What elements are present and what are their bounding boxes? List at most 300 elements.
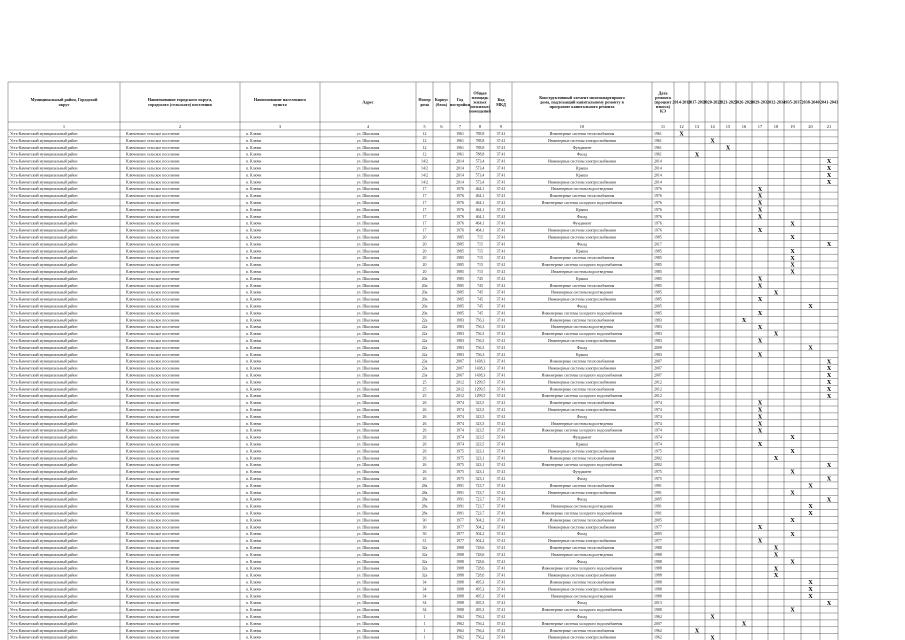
work-type-cell: Инженерные системы электроснабжения	[548, 635, 616, 640]
scheduled-period-mark: X	[757, 276, 763, 283]
work-type-cell: Фундамент	[572, 470, 592, 475]
work-type-cell: Инженерные системы электроснабжения	[548, 490, 616, 495]
mkd-code-cell: 37:41	[496, 352, 506, 357]
work-type-cell: Инженерные системы теплоснабжения	[549, 387, 615, 392]
scheduled-period-mark: X	[710, 614, 715, 621]
scheduled-period-mark: X	[757, 186, 763, 193]
mkd-code-cell: 37:41	[496, 539, 506, 544]
locality-cell: п. Ключи	[246, 173, 262, 178]
district-cell: Усть-Камчатский муниципальный район	[10, 297, 78, 302]
mkd-code-cell: 37:41	[496, 435, 506, 440]
area-cell: 1299,5	[474, 380, 486, 385]
house-number-cell: 20	[422, 270, 427, 274]
settlement-cell: Ключевское сельское поселение	[126, 621, 180, 626]
last-repair-cell: 2009	[654, 345, 662, 350]
year-built-cell: 1985	[456, 276, 464, 281]
house-number-cell: 23a	[421, 373, 428, 378]
last-repair-cell: 1974	[654, 435, 662, 440]
street-cell: ул. Школьная	[356, 283, 380, 288]
work-type-cell: Инженерные системы холодного водоснабжения	[541, 608, 623, 613]
scheduled-period-mark: X	[757, 428, 763, 435]
settlement-cell: Ключевское сельское поселение	[126, 580, 180, 585]
street-cell: ул. Школьная	[356, 256, 380, 261]
locality-cell: п. Ключи	[246, 194, 262, 199]
street-cell: ул. Школьная	[356, 249, 380, 254]
area-cell: 745	[477, 283, 483, 288]
work-type-cell: Инженерные системы теплоснабжения	[549, 518, 615, 523]
district-cell: Усть-Камчатский муниципальный район	[10, 552, 78, 557]
locality-cell: п. Ключи	[246, 518, 262, 523]
district-cell: Усть-Камчатский муниципальный район	[10, 456, 78, 461]
year-built-cell: 1961	[456, 152, 464, 157]
year-built-cell: 1974	[456, 435, 464, 440]
scheduled-period-mark: X	[808, 304, 813, 311]
mkd-code-cell: 37:41	[496, 249, 506, 254]
area-cell: 715	[477, 235, 483, 240]
district-cell: Усть-Камчатский муниципальный район	[10, 615, 78, 619]
area-cell: 756,2	[475, 628, 485, 633]
scheduled-period-mark: X	[757, 538, 763, 545]
settlement-cell: Ключевское сельское поселение	[126, 221, 180, 226]
mkd-code-cell: 37:41	[496, 276, 506, 281]
last-repair-cell: 1974	[654, 421, 662, 426]
district-cell: Усть-Камчатский муниципальный район	[10, 325, 78, 330]
work-type-cell: Инженерные системы электроснабжения	[548, 380, 616, 385]
settlement-cell: Ключевское сельское поселение	[126, 615, 180, 619]
street-cell: ул. Школьная	[356, 194, 380, 199]
work-type-cell: Инженерные системы холодного водоснабжения	[541, 311, 623, 316]
settlement-cell: Ключевское сельское поселение	[126, 408, 180, 412]
scheduled-period-mark: X	[790, 531, 795, 538]
last-repair-cell: 1976	[654, 221, 662, 226]
work-type-cell: Инженерные системы теплоснабжения	[549, 256, 615, 261]
district-cell: Усть-Камчатский муниципальный район	[10, 380, 78, 385]
district-cell: Усть-Камчатский муниципальный район	[10, 539, 78, 544]
house-number-cell: 26	[422, 477, 427, 481]
header-cell: 2026-2028	[734, 99, 754, 105]
area-cell: 728,6	[475, 546, 485, 550]
scheduled-period-mark: X	[757, 297, 763, 304]
header-cell: Адрес	[362, 99, 374, 105]
locality-cell: п. Ключи	[246, 394, 262, 399]
year-built-cell: 1974	[456, 421, 464, 426]
header-cell: Муниципальный район, Городской	[30, 97, 98, 103]
work-type-cell: Фасад	[576, 615, 588, 619]
street-cell: ул. Школьная	[356, 621, 380, 626]
year-built-cell: 1962	[456, 628, 464, 633]
scheduled-period-mark: X	[741, 621, 747, 628]
scheduled-period-mark: X	[826, 600, 832, 607]
district-cell: Усть-Камчатский муниципальный район	[10, 145, 78, 150]
header-cell: КЭ	[660, 108, 666, 114]
scheduled-period-mark: X	[826, 173, 832, 179]
column-number: 8	[478, 123, 482, 129]
area-cell: 464,1	[475, 187, 485, 192]
mkd-code-cell: 37:41	[496, 497, 506, 502]
house-number-cell: 20	[422, 235, 427, 240]
header-cell: программе капитального ремонта	[549, 104, 615, 110]
area-cell: 728,6	[475, 552, 485, 557]
house-number-cell: 32a	[421, 546, 428, 550]
last-repair-cell: 1962	[654, 615, 662, 619]
scheduled-period-mark: X	[808, 483, 813, 490]
district-cell: Усть-Камчатский муниципальный район	[10, 566, 78, 571]
mkd-code-cell: 37:41	[496, 214, 506, 219]
street-cell: ул. Школьная	[356, 628, 380, 633]
district-cell: Усть-Камчатский муниципальный район	[10, 276, 78, 281]
column-number: 14	[710, 123, 715, 129]
house-number-cell: 22a	[421, 352, 428, 357]
locality-cell: п. Ключи	[246, 477, 262, 481]
last-repair-cell: 1991	[654, 504, 662, 509]
street-cell: ул. Школьная	[356, 187, 380, 192]
work-type-cell: Инженерные системы холодного водоснабжения	[541, 621, 623, 626]
mkd-code-cell: 37:41	[496, 173, 506, 178]
district-cell: Усть-Камчатский муниципальный район	[10, 152, 78, 157]
house-number-cell: 34	[422, 608, 427, 613]
house-number-cell: 17	[422, 221, 427, 226]
last-repair-cell: 1983	[654, 352, 662, 357]
work-type-cell: Инженерные системы холодного водоснабжения	[541, 332, 623, 337]
locality-cell: п. Ключи	[246, 332, 262, 337]
area-cell: 728,6	[475, 566, 485, 571]
street-cell: ул. Школьная	[356, 132, 380, 136]
area-cell: 464,1	[475, 221, 485, 226]
last-repair-cell: 1985	[654, 256, 662, 261]
work-type-cell: Инженерные системы холодного водоснабжения	[541, 463, 623, 468]
street-cell: ул. Школьная	[356, 394, 380, 399]
area-cell: 756,2	[475, 621, 485, 626]
locality-cell: п. Ключи	[246, 552, 262, 557]
year-built-cell: 1974	[456, 408, 464, 412]
area-cell: 715	[477, 256, 483, 261]
street-cell: ул. Школьная	[356, 304, 380, 309]
work-type-cell: Инженерные системы электроснабжения	[548, 525, 616, 530]
settlement-cell: Ключевское сельское поселение	[126, 628, 180, 633]
last-repair-cell: 1985	[654, 235, 662, 240]
street-cell: ул. Школьная	[356, 201, 380, 205]
scheduled-period-mark: X	[773, 552, 779, 559]
last-repair-cell: 1976	[654, 228, 662, 233]
last-repair-cell: 1974	[654, 408, 662, 412]
locality-cell: п. Ключи	[246, 228, 262, 233]
header-cell: 2038-2040	[801, 99, 820, 105]
street-cell: ул. Школьная	[356, 449, 380, 454]
year-built-cell: 2014	[456, 159, 464, 164]
work-type-cell: Инженерные системы водоотведения	[551, 270, 613, 274]
locality-cell: п. Ключи	[246, 546, 262, 550]
work-type-cell: Фасад	[576, 345, 588, 350]
house-number-cell: 34	[422, 594, 427, 599]
last-repair-cell: 2007	[654, 373, 662, 378]
house-number-cell: 17	[422, 194, 427, 199]
house-number-cell: 32a	[421, 559, 428, 564]
settlement-cell: Ключевское сельское поселение	[126, 380, 180, 385]
year-built-cell: 1975	[456, 456, 464, 461]
scheduled-period-mark: X	[773, 290, 779, 297]
work-type-cell: Инженерные системы электроснабжения	[548, 138, 616, 143]
last-repair-cell: 1976	[654, 201, 662, 205]
locality-cell: п. Ключи	[246, 256, 262, 261]
year-built-cell: 1974	[456, 401, 464, 406]
area-cell: 464,1	[475, 194, 485, 199]
scheduled-period-mark: X	[826, 497, 832, 504]
locality-cell: п. Ключи	[246, 511, 262, 516]
year-built-cell: 2007	[456, 373, 464, 378]
house-number-cell: 14/2	[421, 166, 428, 171]
street-cell: ул. Школьная	[356, 539, 380, 544]
settlement-cell: Ключевское сельское поселение	[126, 504, 180, 509]
mkd-code-cell: 37:41	[496, 449, 506, 454]
district-cell: Усть-Камчатский муниципальный район	[10, 345, 78, 350]
year-built-cell: 1974	[456, 428, 464, 433]
last-repair-cell: 2005	[654, 304, 662, 309]
street-cell: ул. Школьная	[356, 525, 380, 530]
house-number-cell: 26	[422, 442, 427, 447]
house-number-cell: 22a	[421, 345, 428, 350]
header-cell: износа)	[656, 104, 670, 110]
mkd-code-cell: 37:41	[496, 235, 506, 240]
mkd-code-cell: 37:41	[496, 635, 506, 640]
work-type-cell: Фасад	[576, 152, 588, 157]
mkd-code-cell: 37:41	[496, 601, 506, 606]
house-number-cell: 1	[423, 635, 426, 640]
scheduled-period-mark: X	[790, 607, 795, 614]
work-type-cell: Инженерные системы электроснабжения	[548, 366, 616, 371]
house-number-cell: 28a	[421, 497, 428, 502]
area-cell: 323,5	[475, 421, 485, 426]
area-cell: 1438,3	[474, 366, 486, 371]
settlement-cell: Ключевское сельское поселение	[126, 573, 180, 578]
header-cell: постройки	[449, 101, 471, 107]
settlement-cell: Ключевское сельское поселение	[126, 428, 180, 433]
district-cell: Усть-Камчатский муниципальный район	[10, 621, 78, 626]
mkd-code-cell: 37:41	[496, 152, 506, 157]
locality-cell: п. Ключи	[246, 345, 262, 350]
district-cell: Усть-Камчатский муниципальный район	[10, 173, 78, 178]
area-cell: 323,1	[475, 449, 485, 454]
work-type-cell: Инженерные системы электроснабжения	[548, 587, 616, 592]
mkd-code-cell: 37:41	[496, 387, 506, 392]
area-cell: 728,6	[475, 573, 485, 578]
last-repair-cell: 1988	[654, 608, 662, 613]
mkd-code-cell: 37:41	[496, 504, 506, 509]
year-built-cell: 1983	[456, 318, 464, 323]
settlement-cell: Ключевское сельское поселение	[126, 511, 180, 516]
mkd-code-cell: 37:41	[496, 608, 506, 613]
scheduled-period-mark: X	[808, 587, 813, 593]
scheduled-period-mark: X	[757, 352, 763, 359]
year-built-cell: 1962	[456, 635, 464, 640]
street-cell: ул. Школьная	[356, 421, 380, 426]
street-cell: ул. Школьная	[356, 380, 380, 385]
street-cell: ул. Школьная	[356, 470, 380, 475]
street-cell: ул. Школьная	[356, 359, 380, 364]
mkd-code-cell: 37:41	[496, 166, 506, 171]
column-number: 21	[826, 123, 832, 129]
settlement-cell: Ключевское сельское поселение	[126, 635, 180, 640]
settlement-cell: Ключевское сельское поселение	[126, 263, 180, 268]
last-repair-cell: 1976	[654, 214, 662, 219]
year-built-cell: 1977	[456, 532, 464, 537]
last-repair-cell: 1985	[654, 297, 662, 302]
district-cell: Усть-Камчатский муниципальный район	[10, 463, 78, 468]
mkd-code-cell: 37:41	[496, 228, 506, 233]
area-cell: 756,2	[475, 615, 485, 619]
street-cell: ул. Школьная	[356, 228, 380, 233]
scheduled-period-mark: X	[757, 400, 763, 407]
last-repair-cell: 2012	[654, 387, 662, 392]
area-cell: 323,5	[475, 442, 485, 447]
locality-cell: п. Ключи	[246, 539, 262, 544]
last-repair-cell: 1961	[654, 132, 662, 136]
column-number: 5	[423, 123, 426, 129]
house-number-cell: 14/2	[421, 159, 428, 164]
settlement-cell: Ключевское сельское поселение	[126, 442, 180, 447]
year-built-cell: 1991	[456, 483, 464, 488]
street-cell: ул. Школьная	[356, 408, 380, 412]
year-built-cell: 1988	[456, 580, 464, 585]
scheduled-period-mark: X	[826, 359, 832, 366]
scheduled-period-mark: X	[808, 593, 813, 600]
house-number-cell: 20a	[421, 283, 428, 288]
street-cell: ул. Школьная	[356, 207, 380, 212]
mkd-code-cell: 37:41	[496, 442, 506, 447]
work-type-cell: Фасад	[576, 532, 588, 537]
year-built-cell: 1976	[456, 201, 464, 205]
scheduled-period-mark: X	[757, 207, 763, 214]
district-cell: Усть-Камчатский муниципальный район	[10, 242, 78, 247]
area-cell: 464,1	[475, 201, 485, 205]
locality-cell: п. Ключи	[246, 435, 262, 440]
mkd-code-cell: 37:41	[496, 511, 506, 516]
last-repair-cell: 1985	[654, 263, 662, 268]
work-type-cell: Крыша	[576, 442, 588, 447]
street-cell: ул. Школьная	[356, 483, 380, 488]
street-cell: ул. Школьная	[356, 414, 380, 419]
settlement-cell: Ключевское сельское поселение	[126, 359, 180, 364]
scheduled-period-mark: X	[790, 255, 795, 262]
scheduled-period-mark: X	[757, 338, 763, 345]
district-cell: Усть-Камчатский муниципальный район	[10, 263, 78, 268]
last-repair-cell: 1985	[654, 270, 662, 274]
locality-cell: п. Ключи	[246, 318, 262, 323]
work-type-cell: Фундамент	[572, 145, 592, 150]
house-number-cell: 20	[422, 263, 427, 268]
scheduled-period-mark: X	[694, 628, 700, 635]
house-number-cell: 32a	[421, 552, 428, 557]
district-cell: Усть-Камчатский муниципальный район	[10, 201, 78, 205]
work-type-cell: Инженерные системы теплоснабжения	[549, 359, 615, 364]
scheduled-period-mark: X	[773, 566, 779, 573]
column-number: 15	[725, 123, 731, 129]
header-cell: Год	[456, 97, 464, 103]
mkd-code-cell: 37:41	[496, 138, 506, 143]
settlement-cell: Ключевское сельское поселение	[126, 394, 180, 399]
settlement-cell: Ключевское сельское поселение	[126, 449, 180, 454]
street-cell: ул. Школьная	[356, 145, 380, 150]
column-number: 1	[62, 123, 66, 129]
settlement-cell: Ключевское сельское поселение	[126, 249, 180, 254]
work-type-cell: Инженерные системы холодного водоснабжения	[541, 428, 623, 433]
house-number-cell: 28a	[421, 504, 428, 509]
area-cell: 323,5	[475, 408, 485, 412]
scheduled-period-mark: X	[826, 386, 832, 393]
last-repair-cell: 1988	[654, 552, 662, 557]
area-cell: 745	[477, 276, 483, 281]
settlement-cell: Ключевское сельское поселение	[126, 559, 180, 564]
street-cell: ул. Школьная	[356, 559, 380, 564]
header-cell: городского (сельского) поселения	[148, 101, 212, 107]
street-cell: ул. Школьная	[356, 242, 380, 247]
mkd-code-cell: 37:41	[496, 221, 506, 226]
mkd-code-cell: 37:41	[496, 373, 506, 378]
house-number-cell: 22a	[421, 332, 428, 337]
settlement-cell: Ключевское сельское поселение	[126, 270, 180, 274]
district-cell: Усть-Камчатский муниципальный район	[10, 608, 78, 613]
work-type-cell: Крыша	[576, 352, 588, 357]
district-cell: Усть-Камчатский муниципальный район	[10, 594, 78, 599]
area-cell: 715	[477, 242, 483, 247]
last-repair-cell: 1976	[654, 194, 662, 199]
street-cell: ул. Школьная	[356, 401, 380, 406]
year-built-cell: 1983	[456, 339, 464, 343]
settlement-cell: Ключевское сельское поселение	[126, 477, 180, 481]
mkd-code-cell: 37:41	[496, 325, 506, 330]
area-cell: 323,5	[475, 428, 485, 433]
district-cell: Усть-Камчатский муниципальный район	[10, 249, 78, 254]
settlement-cell: Ключевское сельское поселение	[126, 587, 180, 592]
last-repair-cell: 1975	[654, 449, 662, 454]
locality-cell: п. Ключи	[246, 635, 262, 640]
house-number-cell: 32a	[421, 566, 428, 571]
last-repair-cell: 2002	[654, 463, 662, 468]
street-cell: ул. Школьная	[356, 263, 380, 268]
locality-cell: п. Ключи	[246, 580, 262, 585]
mkd-code-cell: 37:41	[496, 311, 506, 316]
mkd-code-cell: 37:41	[496, 290, 506, 295]
locality-cell: п. Ключи	[246, 304, 262, 309]
mkd-code-cell: 37:41	[496, 470, 506, 475]
area-cell: 715	[477, 263, 483, 268]
street-cell: ул. Школьная	[356, 214, 380, 219]
last-repair-cell: 1991	[654, 483, 662, 488]
settlement-cell: Ключевское сельское поселение	[126, 594, 180, 599]
column-number: 6	[440, 123, 443, 129]
year-built-cell: 1974	[456, 414, 464, 419]
area-cell: 323,5	[475, 414, 485, 419]
last-repair-cell: 2014	[654, 173, 662, 178]
scheduled-period-mark: X	[757, 524, 763, 531]
work-type-cell: Инженерные системы электроснабжения	[548, 339, 616, 343]
year-built-cell: 1985	[456, 242, 464, 247]
mkd-code-cell: 37:41	[496, 318, 506, 323]
district-cell: Усть-Камчатский муниципальный район	[10, 483, 78, 488]
street-cell: ул. Школьная	[356, 435, 380, 440]
year-built-cell: 1991	[456, 490, 464, 495]
district-cell: Усть-Камчатский муниципальный район	[10, 628, 78, 633]
district-cell: Усть-Камчатский муниципальный район	[10, 207, 78, 212]
header-cell: пункта	[273, 101, 287, 107]
last-repair-cell: 1974	[654, 442, 662, 447]
year-built-cell: 1988	[456, 594, 464, 599]
settlement-cell: Ключевское сельское поселение	[126, 290, 180, 295]
work-type-cell: Инженерные системы теплоснабжения	[549, 283, 615, 288]
street-cell: ул. Школьная	[356, 332, 380, 337]
settlement-cell: Ключевское сельское поселение	[126, 152, 180, 157]
district-cell: Усть-Камчатский муниципальный район	[10, 532, 78, 537]
year-built-cell: 1983	[456, 352, 464, 357]
